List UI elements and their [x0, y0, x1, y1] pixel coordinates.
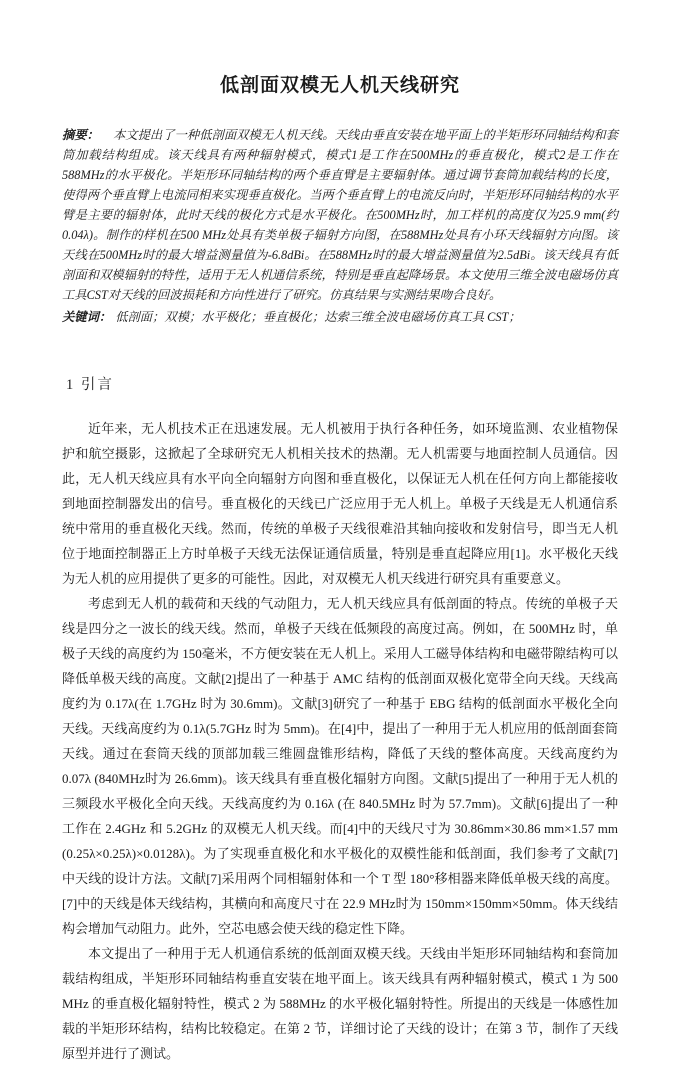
keywords-label: 关键词：	[62, 310, 112, 324]
keywords	[62, 307, 618, 327]
paragraph: 本文提出了一种用于无人机通信系统的低剖面双模天线。天线由半矩形环同轴结构和套筒加载结构组成，半矩形环同轴结构垂直安装在地平面上。该天线具有两种辐射模式，模式 1 为 500 MHz 的垂直极化辐射特性，模式 2 为 588MHz 的水平极化辐射特性。所提出的天线是一体感性加载的半矩形环结构，结构比较稳定。在第 2 节，详细讨论了天线的设计；在第 3 节，制作了天线原型并进行了测试。	[62, 946, 618, 1061]
abstract-label: 摘要：	[62, 128, 99, 142]
paper-title: 低剖面双模无人机天线研究	[219, 75, 460, 96]
paragraph: 近年来，无人机技术正在迅速发展。无人机被用于执行各种任务，如环境监测、农业植物保护和航空摄影，这掀起了全球研究无人机相关技术的热潮。无人机需要与地面控制人员通信。因此，无人机天线应具有水平向全向辐射方向图和垂直极化，以保证无人机在任何方向上都能接收到地面控制器发出的信号。垂直极化的天线已广泛应用于无人机上。单极子天线是无人机通信系统中常用的垂直极化天线。然而，传统的单极子天线很难沿其轴向接收和发射信号，即当无人机位于地面控制器正上方时单极子天线无法保证通信质量，特别是垂直起降应用[1]。水平极化天线为无人机的应用提供了更多的可能性。因此，对双模无人机天线进行研究具有重要意义。	[62, 421, 618, 586]
abstract-text: 本文提出了一种低剖面双模无人机天线。天线由垂直安装在地平面上的半矩形环同轴结构和套筒加载结构组成。该天线具有两种辐射模式，模式1是工作在500MHz的垂直极化，模式2是工作在588MHz的水平极化。半矩形环同轴结构的两个垂直臂是主要辐射体。通过调节套筒加载结构的长度，使得两个垂直臂上电流同相来实现垂直极化。当两个垂直臂上的电流反向时，半矩形环同轴结构的水平臂是主要的辐射体，此时天线的极化方式是水平极化。在500MHz时，加工样机的高度仅为25.9 mm(约0.04λ)。制作的样机在500 MHz处具有类单极子辐射方向图，在588MHz处具有小环天线辐射方向图。该天线在500MHz时的最大增益测量值为-6.8dBi。在588MHz时的最大增益测量值为2.5dBi。该天线具有低剖面和双模辐射的特性，适用于无人机通信系统，特别是垂直起降场景。本文使用三维全波电磁场仿真工具CST对天线的回波损耗和方向性进行了研究。仿真结果与实测结果吻合良好。	[62, 128, 618, 302]
section-heading-introduction: 1 引言	[66, 377, 114, 393]
keywords-text: 低剖面；双模；水平极化；垂直极化；达索三维全波电磁场仿真工具 CST；	[115, 310, 521, 324]
paragraph: 考虑到无人机的载荷和天线的气动阻力，无人机天线应具有低剖面的特点。传统的单极子天线是四分之一波长的线天线。然而，单极子天线在低频段的高度过高。例如，在 500MHz 时，单极子天线的高度约为 150毫米，不方便安装在无人机上。采用人工磁导体结构和电磁带隙结构可以降低单极天线的高度。文献[2]提出了一种基于 AMC 结构的低剖面双极化宽带全向天线。天线高度约为 0.17λ(在 1.7GHz 时为 30.6mm)。文献[3]研究了一种基于 EBG 结构的低剖面水平极化全向天线。天线高度约为 0.1λ(5.7GHz 时为 5mm)。在[4]中，提出了一种用于无人机应用的低剖面套筒天线。通过在套筒天线的顶部加载三维圆盘锥形结构，降低了天线的整体高度。天线高度约为 0.07λ (840MHz时为 26.6mm)。该天线具有垂直极化辐射方向图。文献[5]提出了一种用于无人机的三频段水平极化全向天线。天线高度约为 0.16λ (在 840.5MHz 时为 57.7mm)。文献[6]提出了一种工作在 2.4GHz 和 5.2GHz 的双模无人机天线。而[4]中的天线尺寸为 30.86mm×30.86 mm×1.57 mm (0.25λ×0.25λ)×0.0128λ)。为了实现垂直极化和水平极化的双模性能和低剖面，我们参考了文献[7]中天线的设计方法。文献[7]采用两个同相辐射体和一个 T 型 180°移相器来降低单极天线的高度。[7]中的天线是体天线结构，其横向和高度尺寸在 22.9 MHz时为 150mm×150mm×50mm。体天线结构会增加气动阻力。此外，空芯电感会使天线的稳定性下降。	[62, 596, 618, 936]
abstract	[62, 125, 618, 305]
introduction-section	[62, 416, 618, 1066]
